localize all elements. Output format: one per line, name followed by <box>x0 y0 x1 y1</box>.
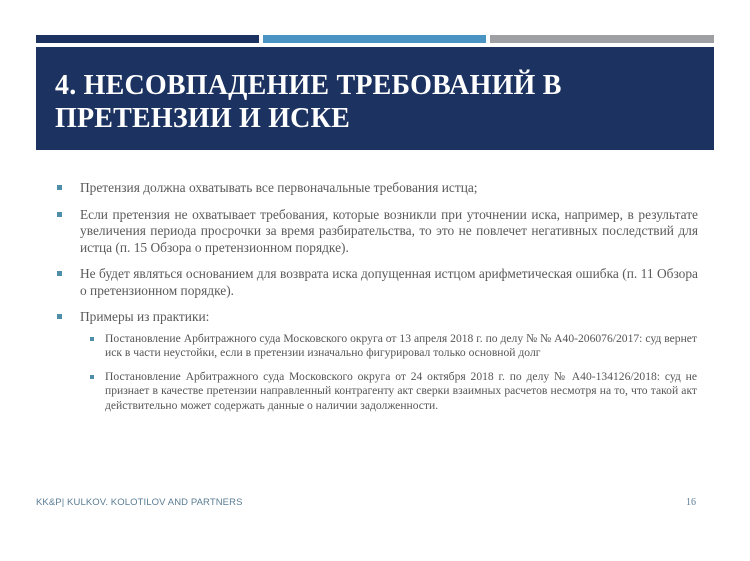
decorative-bar-dark <box>36 35 259 43</box>
title-line-2: ПРЕТЕНЗИИ И ИСКЕ <box>55 103 350 134</box>
bullet-item <box>56 207 698 257</box>
title-banner <box>36 47 714 150</box>
square-bullet-icon <box>57 314 62 319</box>
bullet-text: Если претензия не охватывает требования, которые возникли при уточнении иска, например, в результате увеличения периода просрочки за время разбирательства, то это не повлечет негативных последствий для истца (п. 15 Обзора о претензионном порядке). <box>80 206 698 255</box>
square-bullet-icon <box>90 375 94 379</box>
sub-bullet-item <box>80 370 697 414</box>
bullet-text: Не будет являться основанием для возврата иска допущенная истцом арифметическая ошибка (п. 11 Обзора о претензионном порядке). <box>80 266 698 298</box>
square-bullet-icon <box>57 212 62 217</box>
title-line-1: 4. НЕСОВПАДЕНИЕ ТРЕБОВАНИЙ В <box>55 70 562 101</box>
footer-company: KK&P| KULKOV. KOLOTILOV AND PARTNERS <box>36 497 243 508</box>
square-bullet-icon <box>90 337 94 341</box>
bullet-item <box>56 266 698 299</box>
slide-body <box>56 180 698 422</box>
decorative-bar-gray <box>490 35 714 43</box>
slide-title <box>55 69 714 135</box>
sub-bullet-item <box>80 332 697 361</box>
decorative-bar-blue <box>263 35 486 43</box>
square-bullet-icon <box>57 271 62 276</box>
bullet-text: Примеры из практики: <box>80 309 210 324</box>
page-number: 16 <box>686 497 696 508</box>
sub-bullet-text: Постановление Арбитражного суда Московского округа от 24 октября 2018 г. по делу № А40-134126/2018: суд не признает в качестве претензии направленный контрагенту акт сверки взаимных расчетов несмотря на то, что такой акт действительно может содержать данные о наличии задолженности. <box>105 369 697 412</box>
bullet-text: Претензия должна охватывать все первоначальные требования истца; <box>80 180 478 195</box>
bullet-item <box>56 309 698 326</box>
square-bullet-icon <box>57 185 62 190</box>
sub-bullet-text: Постановление Арбитражного суда Московского округа от 13 апреля 2018 г. по делу № № А40-206076/2017: суд вернет иск в части неустойки, если в претензии изначально фигурировал только основной долг <box>105 331 697 359</box>
bullet-item <box>56 180 698 197</box>
examples-list <box>56 332 698 414</box>
